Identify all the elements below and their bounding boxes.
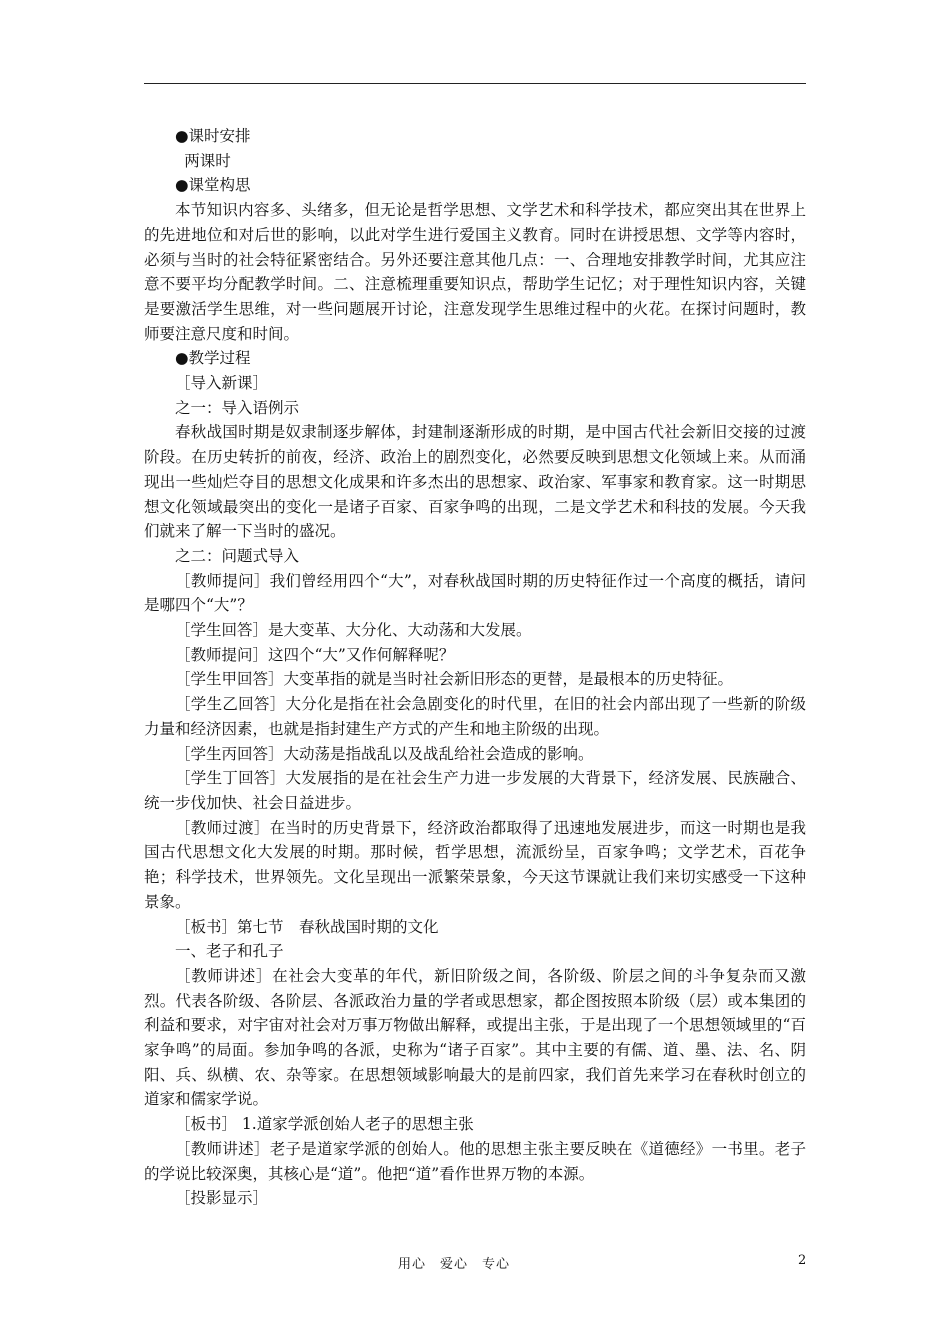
teacher-lecture-2: ［教师讲述］老子是道家学派的创始人。他的思想主张主要反映在《道德经》一书里。老子的学说比较深奥，其核心是“道”。他把“道”看作世界万物的本源。 bbox=[144, 1139, 806, 1183]
schedule-text: 两课时 bbox=[184, 151, 231, 170]
heading-concept: ●课堂构思 bbox=[175, 176, 251, 195]
student-b-answer: ［学生乙回答］大分化是指在社会急剧变化的时代里，在旧的社会内部出现了一些新的阶级力量和经济因素，也就是指封建生产方式的产生和地主阶级的出现。 bbox=[144, 695, 806, 738]
student-d-answer: ［学生丁回答］大发展指的是在社会生产力进一步发展的大背景下，经济发展、民族融合、统一步伐加快、社会日益进步。 bbox=[144, 769, 806, 812]
footer-motto: 用心 爱心 专心 bbox=[398, 1257, 511, 1272]
heading-schedule: ●课时安排 bbox=[175, 127, 251, 145]
teacher-question-1: ［教师提问］我们曾经用四个“大”，对春秋战国时期的历史特征作过一个高度的概括，请问是哪四个“大”？ bbox=[144, 571, 806, 615]
concept-paragraph: 本节知识内容多、头绪多，但无论是哲学思想、文学艺术和科学技术，都应突出其在世界上的先进地位和对后世的影响，以此对学生进行爱国主义教育。同时在讲授思想、文学等内容时，必须与当时的社会特征紧密结合。另外还要注意其他几点：一、合理地安排教学时间，尤其应注意不要平均分配教学时间。二、注意梳理重要知识点，帮助学生记忆；对于理性知识内容，关键是要激活学生思维，对一些问题展开讨论，注意发现学生思维过程中的火花。在探讨问题时，教师要注意尺度和时间。 bbox=[144, 201, 806, 343]
projection-label: ［投影显示］ bbox=[175, 1189, 269, 1208]
page-number: 2 bbox=[798, 1253, 807, 1268]
subsection-title: 一、老子和孔子 bbox=[175, 942, 284, 961]
student-a-answer: ［学生甲回答］大变革指的就是当时社会新旧形态的更替，是最根本的历史特征。 bbox=[175, 670, 734, 689]
student-answer: ［学生回答］是大变革、大分化、大动荡和大发展。 bbox=[175, 621, 532, 640]
question-intro-title: 之二：问题式导入 bbox=[175, 546, 300, 565]
header-rule bbox=[144, 83, 806, 84]
teacher-transition: ［教师过渡］在当时的历史背景下，经济政治都取得了迅速地发展进步，而这一时期也是我国古代思想文化大发展的时期。那时候，哲学思想，流派纷呈，百家争鸣；文学艺术，百花争艳；科学技术，世界领先。文化呈现出一派繁荣景象，今天这节课就让我们来切实感受一下这种景象。 bbox=[144, 818, 806, 911]
document-body bbox=[144, 124, 806, 1211]
teacher-lecture-1: ［教师讲述］在社会大变革的年代，新旧阶级之间，各阶级、阶层之间的斗争复杂而又激烈。代表各阶级、各阶层、各派政治力量的学者或思想家，都企图按照本阶级（层）或本集团的利益和要求，对宇宙对社会对万事万物做出解释，或提出主张，于是出现了一个思想领域里的“百家争鸣”的局面。参加争鸣的各派，史称为“诸子百家”。其中主要的有儒、道、墨、法、名、阴阳、兵、纵横、农、杂等家。在思想领域影响最大的是前四家，我们首先来学习在春秋时创立的道家和儒家学说。 bbox=[144, 966, 806, 1109]
intro-label: ［导入新课］ bbox=[175, 374, 269, 393]
intro-example-title: 之一：导入语例示 bbox=[175, 398, 300, 417]
board-item-1: ［板书］ 1.道家学派创始人老子的思想主张 bbox=[175, 1115, 474, 1134]
intro-example-paragraph: 春秋战国时期是奴隶制逐步解体，封建制逐渐形成的时期，是中国古代社会新旧交接的过渡阶段。在历史转折的前夜，经济、政治上的剧烈变化，必然要反映到思想文化领域上来。从而涌现出一些灿烂夺目的思想文化成果和许多杰出的思想家、政治家、军事家和教育家。这一时期思想文化领域最突出的变化一是诸子百家、百家争鸣的出现，二是文学艺术和科技的发展。今天我们就来了解一下当时的盛况。 bbox=[144, 423, 806, 541]
student-c-answer: ［学生丙回答］大动荡是指战乱以及战乱给社会造成的影响。 bbox=[175, 744, 594, 763]
board-section-title: ［板书］第七节 春秋战国时期的文化 bbox=[175, 917, 439, 936]
heading-process: ●教学过程 bbox=[175, 349, 251, 368]
teacher-question-2: ［教师提问］这四个“大”又作何解释呢？ bbox=[175, 645, 455, 664]
